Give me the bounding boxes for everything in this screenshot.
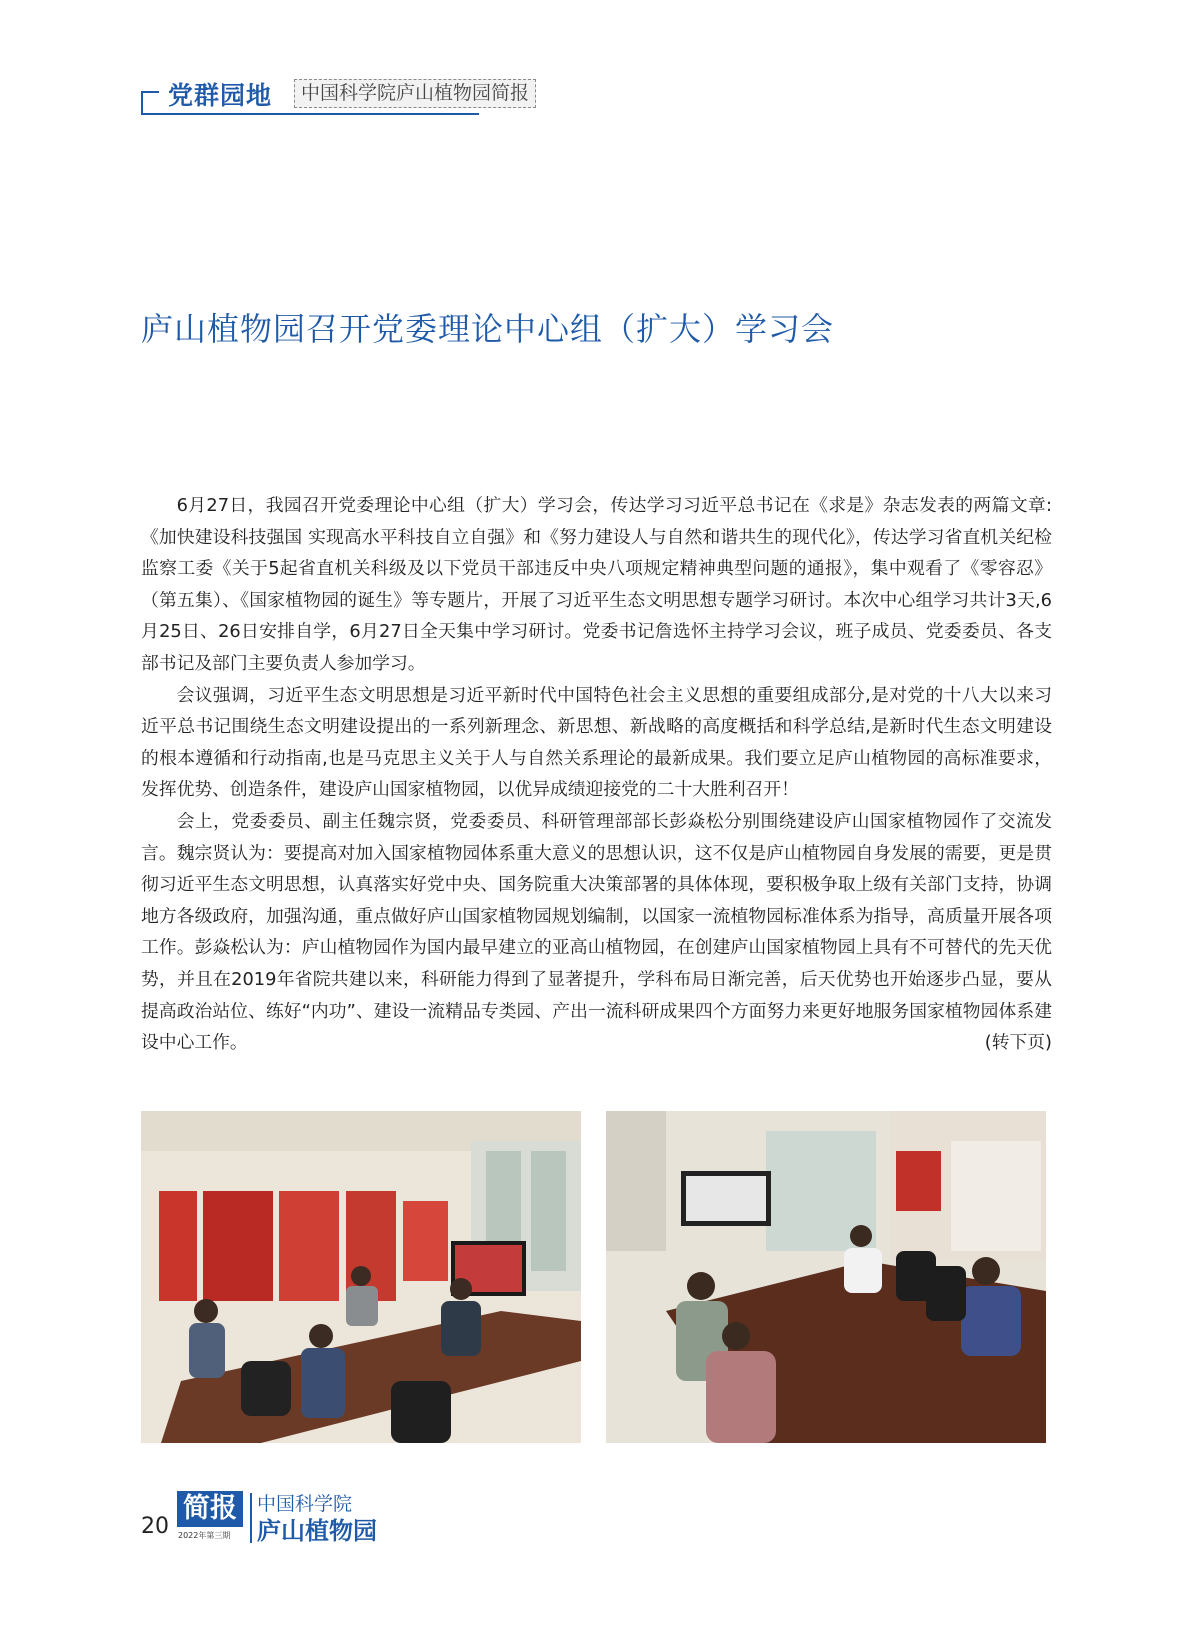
org-name-line1: 中国科学院: [257, 1493, 353, 1515]
paragraph: 会议强调，习近平生态文明思想是习近平新时代中国特色社会主义思想的重要组成部分,是对党的十八大以来习近平总书记围绕生态文明建设提出的一系列新理念、新思想、新战略的高度概括和科学总结,是新时代生态文明建设的根本遵循和行动指南,也是马克思主义关于人与自然关系理论的最新成果。我们要立足庐山植物园的高标准要求，发挥优势、创造条件，建设庐山国家植物园，以优异成绩迎接党的二十大胜利召开！: [141, 684, 1052, 801]
header-underline: [141, 113, 479, 115]
paragraph-text: 会上，党委委员、副主任魏宗贤，党委委员、科研管理部部长彭焱松分别围绕建设庐山国家植物园作了交流发言。魏宗贤认为：要提高对加入国家植物园体系重大意义的思想认识，这不仅是庐山植物园自身发展的需要，更是贯彻习近平生态文明思想，认真落实好党中央、国务院重大决策部署的具体体现，要积极争取上级有关部门支持，协调地方各级政府，加强沟通，重点做好庐山国家植物园规划编制，以国家一流植物园标准体系为指导，高质量开展各项工作。彭焱松认为：庐山植物园作为国内最早建立的亚高山植物园，在创建庐山国家植物园上具有不可替代的先天优势，并且在2019年省院共建以来，科研能力得到了显著提升，学科布局日渐完善，后天优势也开始逐步凸显，要从提高政治站位、练好“内功”、建设一流精品专类园、产出一流科研成果四个方面努力来更好地服务国家植物园体系建设中心工作。: [141, 810, 1052, 1054]
header-accent-bar: [141, 91, 159, 93]
issue-label: 2022年第三期: [178, 1531, 231, 1540]
page-number: 20: [141, 1514, 169, 1539]
paragraph: 6月27日，我园召开党委理论中心组（扩大）学习会，传达学习习近平总书记在《求是》杂志发表的两篇文章:《加快建设科技强国 实现高水平科技自立自强》和《努力建设人与自然和谐共生的现代化》，传达学习省直机关纪检监察工委《关于5起省直机关科级及以下党员干部违反中央八项规定精神典型问题的通报》，集中观看了《零容忍》（第五集）、《国家植物园的诞生》等专题片，开展了习近平生态文明思想专题学习研讨。本次中心组学习共计3天,6月25日、26日安排自学，6月27日全天集中学习研讨。党委书记詹选怀主持学习会议，班子成员、党委委员、各支部书记及部门主要负责人参加学习。: [141, 495, 1052, 674]
meeting-photo-left: [141, 1111, 581, 1443]
section-title: 党群园地: [168, 81, 273, 110]
header-accent-line: [141, 91, 143, 115]
bulletin-logo: 简报: [177, 1491, 243, 1527]
meeting-photo-right: [606, 1111, 1046, 1443]
paragraph: [141, 806, 1052, 1059]
footer-separator: [250, 1493, 252, 1543]
article-body: [141, 490, 1052, 1059]
continued-note: (转下页): [984, 1032, 1052, 1054]
org-name-line2: 庐山植物园: [257, 1517, 377, 1545]
publication-name: 中国科学院庐山植物园简报: [294, 79, 536, 108]
article-title: 庐山植物园召开党委理论中心组（扩大）学习会: [141, 310, 835, 348]
